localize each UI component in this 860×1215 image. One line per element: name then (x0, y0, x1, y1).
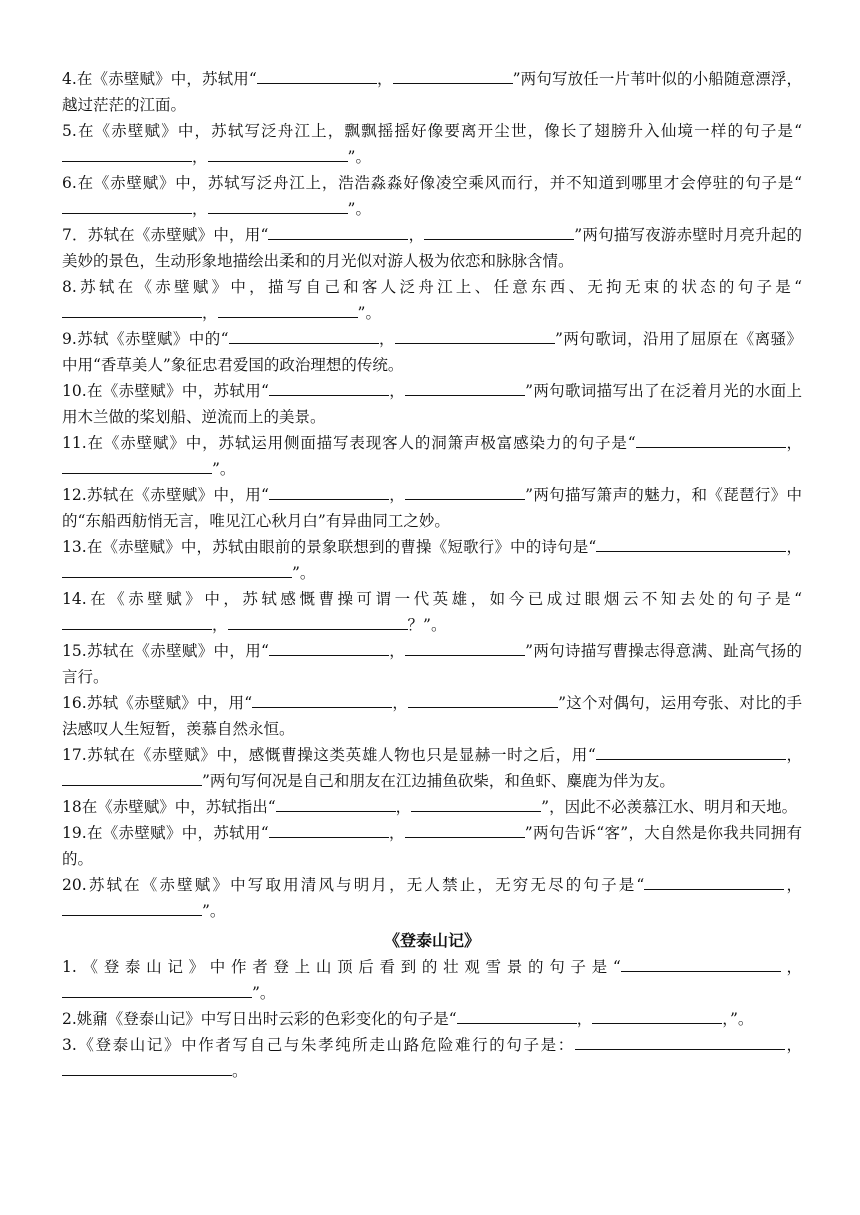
question-text: 13.在《赤壁赋》中，苏轼由眼前的景象联想到的曹操《短歌行》中的诗句是“ (62, 538, 597, 556)
answer-blank[interactable] (62, 459, 212, 474)
separator: ， (784, 1036, 802, 1054)
answer-blank[interactable] (62, 1061, 232, 1076)
answer-blank[interactable] (457, 1009, 577, 1024)
taishan-question-3 (62, 1032, 802, 1084)
question-9 (62, 326, 802, 378)
question-text-end: ”两句歌词描写出了在泛着月光的水面上用木兰做的桨划船、逆流而上的美景。 (62, 382, 802, 426)
question-text: 16.苏轼《赤壁赋》中，用“ (62, 694, 253, 712)
question-text-end: ”。 (292, 564, 316, 582)
question-text-end: ”两句歌词，沿用了屈原在《离骚》中用“香草美人”象征忠君爱国的政治理想的传统。 (62, 330, 802, 374)
question-text: 18在《赤壁赋》中，苏轼指出“ (62, 798, 276, 816)
question-text: 15.苏轼在《赤壁赋》中，用“ (62, 642, 269, 660)
taishan-question-2 (62, 1006, 802, 1032)
separator: ， (376, 70, 393, 88)
question-text: 5.在《赤壁赋》中，苏轼写泛舟江上，飘飘摇摇好像要离开尘世，像长了翅膀升入仙境一样的句子是“ (62, 122, 802, 140)
answer-blank[interactable] (636, 433, 786, 448)
separator: ， (785, 746, 802, 764)
question-text-end: 。 (232, 1062, 248, 1080)
answer-blank[interactable] (208, 147, 348, 162)
question-text-end: ”。 (202, 902, 226, 920)
answer-blank[interactable] (62, 563, 292, 578)
answer-blank[interactable] (62, 303, 202, 318)
question-text-end: ”。 (252, 984, 276, 1002)
question-14 (62, 586, 802, 638)
separator: ， (388, 642, 406, 660)
answer-blank[interactable] (405, 823, 525, 838)
answer-blank[interactable] (405, 641, 525, 656)
separator: ， (408, 226, 425, 244)
answer-blank[interactable] (62, 147, 192, 162)
separator: ， (576, 1010, 593, 1028)
question-13 (62, 534, 802, 586)
question-18 (62, 794, 802, 820)
separator: ， (392, 694, 409, 712)
answer-blank[interactable] (229, 329, 379, 344)
question-text-end: ”两句诗描写曹操志得意满、趾高气扬的言行。 (62, 642, 802, 686)
separator: ， (784, 876, 802, 894)
answer-blank[interactable] (62, 983, 252, 998)
separator: ， (192, 200, 208, 218)
separator: ， (722, 1010, 730, 1028)
answer-blank[interactable] (62, 199, 192, 214)
question-text-end: ？”。 (407, 616, 447, 634)
question-10 (62, 378, 802, 430)
separator: ， (212, 616, 228, 634)
question-19 (62, 820, 802, 872)
answer-blank[interactable] (268, 225, 408, 240)
answer-blank[interactable] (393, 69, 513, 84)
question-text: 12.苏轼在《赤壁赋》中，用“ (62, 486, 269, 504)
separator: ， (780, 958, 802, 976)
question-text-end: ”两句告诉“客”，大自然是你我共同拥有的。 (62, 824, 802, 868)
answer-blank[interactable] (269, 823, 389, 838)
question-text-end: ”。 (347, 200, 371, 218)
question-text: 17.苏轼在《赤壁赋》中，感慨曹操这类英雄人物也只是显赫一时之后，用“ (62, 746, 596, 764)
question-8 (62, 274, 802, 326)
separator: ， (786, 538, 802, 556)
answer-blank[interactable] (218, 303, 358, 318)
answer-blank[interactable] (62, 901, 202, 916)
question-text: 8.苏轼在《赤壁赋》中，描写自己和客人泛舟江上、任意东西、无拘无束的状态的句子是“ (62, 278, 802, 296)
answer-blank[interactable] (405, 485, 525, 500)
question-text-end: ”。 (730, 1010, 754, 1028)
question-text: 1.《登泰山记》中作者登上山顶后看到的壮观雪景的句子是“ (62, 958, 621, 976)
answer-blank[interactable] (408, 693, 558, 708)
question-text-end: ”两句描写夜游赤壁时月亮升起的美妙的景色，生动形象地描绘出柔和的月光似对游人极为依恋和脉脉含情。 (62, 226, 802, 270)
question-text: 10.在《赤壁赋》中，苏轼用“ (62, 382, 269, 400)
answer-blank[interactable] (257, 69, 377, 84)
answer-blank[interactable] (252, 693, 392, 708)
question-text: 6.在《赤壁赋》中，苏轼写泛舟江上，浩浩淼淼好像凌空乘风而行，并不知道到哪里才会停驻的句子是“ (62, 174, 802, 192)
separator: ， (388, 486, 406, 504)
separator: ， (202, 304, 218, 322)
answer-blank[interactable] (644, 875, 784, 890)
question-11 (62, 430, 802, 482)
question-6 (62, 170, 802, 222)
question-7 (62, 222, 802, 274)
question-text: 19.在《赤壁赋》中，苏轼用“ (62, 824, 269, 842)
answer-blank[interactable] (208, 199, 348, 214)
question-text: 20.苏轼在《赤壁赋》中写取用清风与明月，无人禁止，无穷无尽的句子是“ (62, 876, 645, 894)
question-20 (62, 872, 802, 924)
separator: ， (192, 148, 208, 166)
answer-blank[interactable] (228, 615, 408, 630)
answer-blank[interactable] (592, 1009, 722, 1024)
question-text-end: ”。 (347, 148, 371, 166)
separator: ， (785, 434, 802, 452)
separator: ， (388, 824, 405, 842)
question-5 (62, 118, 802, 170)
question-16 (62, 690, 802, 742)
separator: ， (395, 798, 412, 816)
question-text-end: ”。 (212, 460, 236, 478)
answer-blank[interactable] (411, 797, 541, 812)
question-text: 3.《登泰山记》中作者写自己与朱孝纯所走山路危险难行的句子是： (62, 1036, 575, 1054)
answer-blank[interactable] (62, 615, 212, 630)
taishan-question-1 (62, 954, 802, 1006)
answer-blank[interactable] (269, 485, 389, 500)
question-text-end: ”，因此不必羡慕江水、明月和天地。 (541, 798, 798, 816)
question-text-end: ”两句写何况是自己和朋友在江边捕鱼砍柴，和鱼虾、麋鹿为伴为友。 (202, 772, 675, 790)
answer-blank[interactable] (596, 537, 786, 552)
answer-blank[interactable] (62, 771, 202, 786)
answer-blank[interactable] (596, 745, 786, 760)
question-text-end: ”。 (357, 304, 381, 322)
answer-blank[interactable] (621, 957, 781, 972)
answer-blank[interactable] (269, 641, 389, 656)
question-text: 9.苏轼《赤壁赋》中的“ (62, 330, 229, 348)
answer-blank[interactable] (276, 797, 396, 812)
separator: ， (378, 330, 395, 348)
question-text-end: ”两句写放任一片苇叶似的小船随意漂浮，越过茫茫的江面。 (62, 70, 802, 114)
answer-blank[interactable] (269, 381, 389, 396)
section-title: 《登泰山记》 (383, 931, 480, 950)
question-text-end: ”两句描写箫声的魅力，和《琵琶行》中的“东船西舫悄无言，唯见江心秋月白”有异曲同工之妙。 (62, 486, 802, 530)
question-text: 11.在《赤壁赋》中，苏轼运用侧面描写表现客人的洞箫声极富感染力的句子是“ (62, 434, 636, 452)
question-text: 7．苏轼在《赤壁赋》中，用“ (62, 226, 269, 244)
question-17 (62, 742, 802, 794)
separator: ， (388, 382, 406, 400)
answer-blank[interactable] (575, 1035, 785, 1050)
question-text-end: ”这个对偶句，运用夸张、对比的手法感叹人生短暂，羡慕自然永恒。 (62, 694, 802, 738)
question-4 (62, 66, 802, 118)
worksheet (62, 66, 802, 1084)
question-12 (62, 482, 802, 534)
question-text: 2.姚鼐《登泰山记》中写日出时云彩的色彩变化的句子是“ (62, 1010, 457, 1028)
question-text: 4.在《赤壁赋》中，苏轼用“ (62, 70, 257, 88)
answer-blank[interactable] (395, 329, 555, 344)
question-text: 14.在《赤壁赋》中，苏轼感慨曹操可谓一代英雄，如今已成过眼烟云不知去处的句子是“ (62, 590, 802, 608)
answer-blank[interactable] (405, 381, 525, 396)
question-15 (62, 638, 802, 690)
answer-blank[interactable] (424, 225, 574, 240)
